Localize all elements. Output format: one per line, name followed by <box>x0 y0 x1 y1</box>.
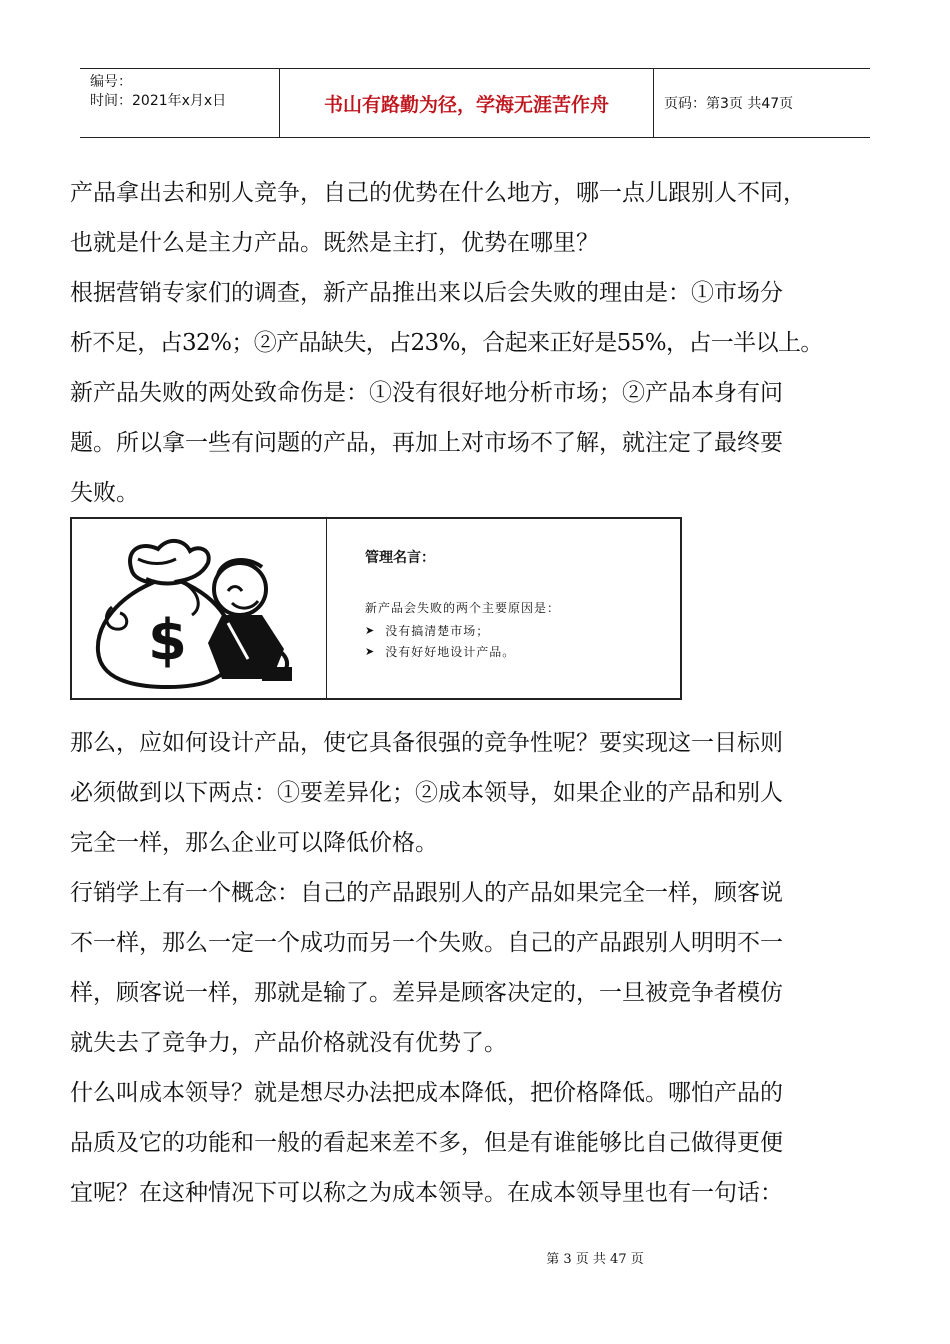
text-line: 宜呢？在这种情况下可以称之为成本领导。在成本领导里也有一句话： <box>70 1180 783 1206</box>
text-line: 题。所以拿一些有问题的产品，再加上对市场不了解，就注定了最终要 <box>70 430 783 456</box>
quote-box <box>70 517 682 700</box>
quote-subtitle: 新产品会失败的两个主要原因是： <box>365 601 561 615</box>
text-line: 完全一样，那么企业可以降低价格。 <box>70 830 438 856</box>
text-line: 样，顾客说一样，那就是输了。差异是顾客决定的，一旦被竞争者模仿 <box>70 980 783 1006</box>
text-line: 失败。 <box>70 480 139 506</box>
text-line: 不一样，那么一定一个成功而另一个失败。自己的产品跟别人明明不一 <box>70 930 783 956</box>
quote-text <box>327 519 680 698</box>
header-page-info: 页码：第3页 共47页 <box>664 96 794 112</box>
text-line: 那么，应如何设计产品，使它具备很强的竞争性呢？要实现这一目标则 <box>70 730 783 756</box>
header-table <box>80 68 870 138</box>
arrow-bullet-icon: ➤ <box>365 624 376 637</box>
money-bag-cartoon-icon <box>72 519 327 698</box>
number-label: 编号： <box>90 74 132 90</box>
body-text-bottom <box>70 718 895 1218</box>
quote-item <box>365 643 680 660</box>
text-line: 也就是什么是主力产品。既然是主打，优势在哪里？ <box>70 230 599 256</box>
text-line: 根据营销专家们的调查，新产品推出来以后会失败的理由是：①市场分 <box>70 280 783 306</box>
time-label: 时间：2021年x月x日 <box>90 93 227 109</box>
header-left-cell <box>80 69 280 137</box>
quote-item-text: 没有好好地设计产品。 <box>385 645 516 659</box>
quote-item-text: 没有搞清楚市场； <box>385 624 490 638</box>
text-line: 什么叫成本领导？就是想尽办法把成本降低，把价格降低。哪怕产品的 <box>70 1080 783 1106</box>
svg-text:$: $ <box>148 608 187 673</box>
arrow-bullet-icon: ➤ <box>365 645 376 658</box>
quote-title: 管理名言： <box>365 550 435 566</box>
body-text-top <box>70 168 895 518</box>
quote-item <box>365 622 680 639</box>
text-line: 就失去了竞争力，产品价格就没有优势了。 <box>70 1030 507 1056</box>
text-line: 新产品失败的两处致命伤是：①没有很好地分析市场；②产品本身有问 <box>70 380 783 406</box>
text-line: 行销学上有一个概念：自己的产品跟别人的产品如果完全一样，顾客说 <box>70 880 783 906</box>
text-line: 产品拿出去和别人竞争，自己的优势在什么地方，哪一点儿跟别人不同， <box>70 180 806 206</box>
text-line: 必须做到以下两点：①要差异化；②成本领导，如果企业的产品和别人 <box>70 780 783 806</box>
text-line: 析不足，占32%；②产品缺失，占23%，合起来正好是55%，占一半以上。 <box>70 330 823 356</box>
header-motto: 书山有路勤为径，学海无涯苦作舟 <box>280 69 654 137</box>
text-line: 品质及它的功能和一般的看起来差不多，但是有谁能够比自己做得更便 <box>70 1130 783 1156</box>
page-footer: 第 3 页 共 47 页 <box>546 1252 644 1267</box>
